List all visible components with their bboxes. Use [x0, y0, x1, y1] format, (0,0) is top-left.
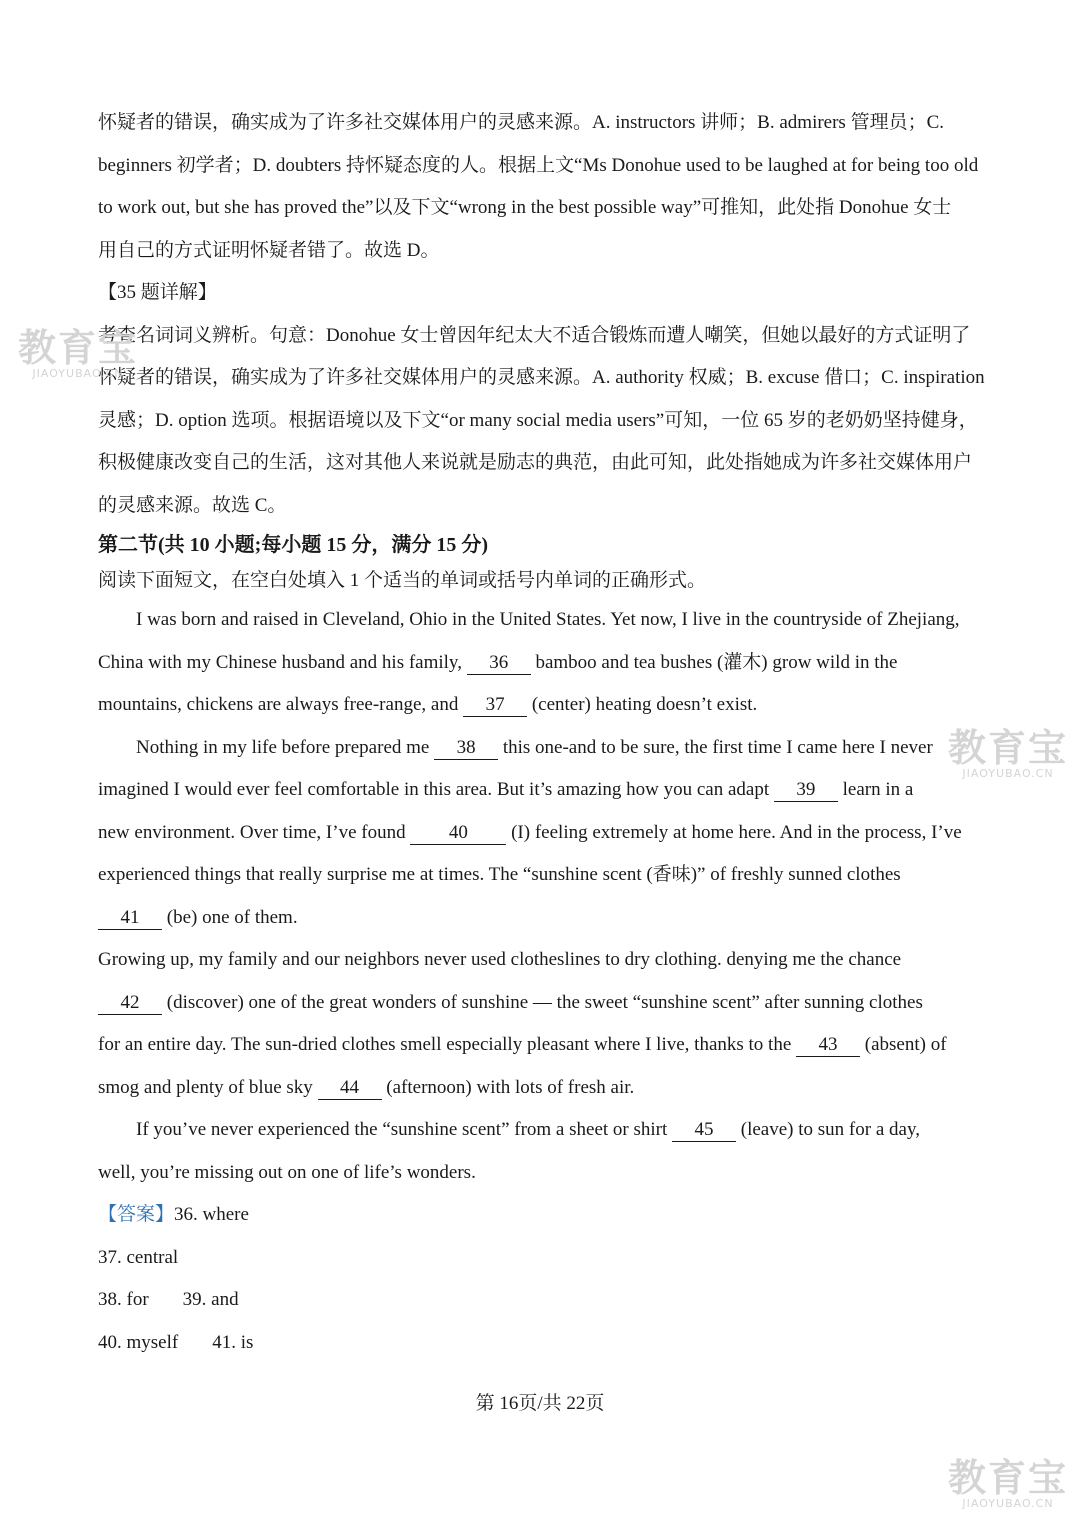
blank-43: 43 [796, 1034, 860, 1057]
answer-37: 37. central [98, 1246, 179, 1268]
q35-line: 考查名词词义辨析。句意：Donohue 女士曾因年纪太大不适合锻炼而遭人嘲笑，但她以最好的方式证明了 [98, 324, 971, 346]
passage-line: China with my Chinese husband and his family, 36 bamboo and tea bushes (灌木) grow wild in the [98, 651, 898, 673]
page-footer: 第 16页/共 22页 [475, 1393, 605, 1414]
q35-line: 灵感；D. option 选项。根据语境以及下文“or many social media users”可知，一位 65 岁的老奶奶坚持健身， [98, 409, 978, 431]
blank-38: 38 [434, 737, 498, 760]
answer-line [98, 1279, 986, 1322]
passage-line: I was born and raised in Cleveland, Ohio in the United States. Yet now, I live in the countryside of Zhejiang, [136, 609, 960, 630]
section-instruction: 阅读下面短文，在空白处填入 1 个适当的单词或括号内单词的正确形式。 [98, 570, 707, 591]
blank-40: 40 [410, 822, 506, 845]
passage-line: experienced things that really surprise me at times. The “sunshine scent (香味)” of freshly sunned clothes [98, 864, 901, 885]
watermark-logo: 教育宝 JIAOYUBAO.CN [948, 726, 1069, 780]
blank-39: 39 [774, 779, 838, 802]
explanation-line: beginners 初学者；D. doubters 持怀疑态度的人。根据上文“Ms Donohue used to be laughed at for being too old [98, 154, 979, 176]
passage-line: for an entire day. The sun-dried clothes smell especially pleasant where I live, thanks to the 43 (absent) of [98, 1034, 947, 1055]
blank-45: 45 [672, 1119, 736, 1142]
answer-39: 39. and [182, 1289, 239, 1310]
passage-line: mountains, chickens are always free-range, and 37 (center) heating doesn’t exist. [98, 694, 758, 715]
answer-line [98, 1322, 986, 1365]
passage-line: imagined I would ever feel comfortable in this area. But it’s amazing how you can adapt 39 learn in a [98, 779, 914, 800]
q35-line: 积极健康改变自己的生活，这对其他人来说就是励志的典范，由此可知，此处指她成为许多社交媒体用户 [98, 452, 973, 473]
passage-line: smog and plenty of blue sky 44 (afternoon) with lots of fresh air. [98, 1076, 635, 1098]
passage-line: new environment. Over time, I’ve found 40 (I) feeling extremely at home here. And in the process, I’ve [98, 821, 962, 843]
answer-40: 40. myself [98, 1331, 179, 1353]
passage-line: If you’ve never experienced the “sunshine scent” from a sheet or shirt 45 (leave) to sun for a day, [136, 1119, 920, 1140]
blank-36: 36 [467, 652, 531, 675]
document-page [98, 102, 986, 1364]
blank-41: 41 [98, 907, 162, 930]
blank-37: 37 [463, 694, 527, 717]
answer-label: 【答案】 [98, 1204, 175, 1225]
passage-line: 41 (be) one of them. [98, 897, 986, 940]
watermark-logo: 教育宝 JIAOYUBAO.CN [18, 326, 139, 380]
explanation-line: 怀疑者的错误，确实成为了许多社交媒体用户的灵感来源。A. instructors 讲师；B. admirers 管理员；C. [98, 112, 945, 133]
q35-line: 怀疑者的错误，确实成为了许多社交媒体用户的灵感来源。A. authority 权威；B. excuse 借口；C. inspiration [98, 367, 985, 388]
blank-42: 42 [98, 992, 162, 1015]
passage-line: well, you’re missing out on one of life’s wonders. [98, 1161, 476, 1183]
section-title: 第二节(共 10 小题;每小题 15 分，满分 15 分) [98, 534, 488, 556]
answer-line [98, 1194, 986, 1237]
blank-44: 44 [318, 1077, 382, 1100]
answer-38: 38. for [98, 1289, 149, 1310]
answer-41: 41. is [212, 1331, 254, 1353]
answer-36: 36. where [174, 1204, 249, 1225]
q35-heading: 【35 题详解】 [98, 282, 217, 303]
passage-line: Nothing in my life before prepared me 38 this one-and to be sure, the first time I came here I never [136, 736, 933, 758]
q35-line: 的灵感来源。故选 C。 [98, 494, 287, 516]
explanation-line: to work out, but she has proved the”以及下文“wrong in the best possible way”可推知，此处指 Donohue 女士 [98, 197, 952, 218]
watermark-logo: 教育宝 JIAOYUBAO.CN [948, 1456, 1069, 1510]
explanation-line: 用自己的方式证明怀疑者错了。故选 D。 [98, 239, 440, 261]
passage-line: 42 (discover) one of the great wonders of sunshine — the sweet “sunshine scent” after sunning clothes [98, 982, 986, 1025]
passage-line: Growing up, my family and our neighbors never used clotheslines to dry clothing. denying me the chance [98, 949, 902, 970]
